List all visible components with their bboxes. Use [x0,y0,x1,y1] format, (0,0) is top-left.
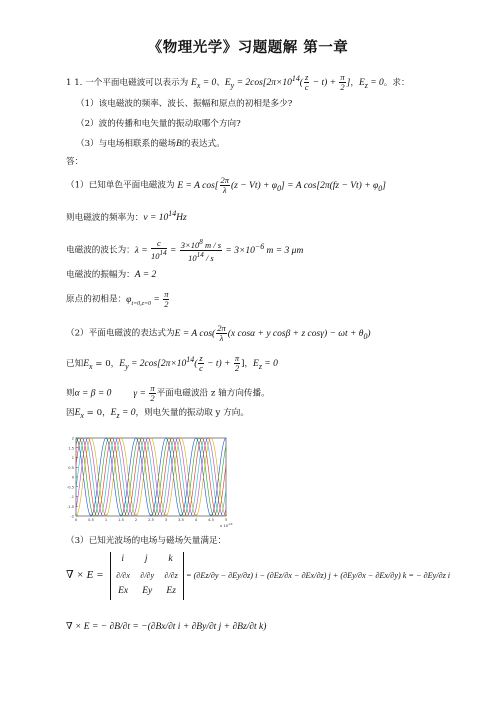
ez-sub: z [258,362,262,372]
d-dx: ∂/∂x [116,571,130,580]
y-tick-label: 2 [71,436,74,441]
s2-eq: E = A cos( [174,328,216,339]
z-over-c [198,354,203,373]
ey-symbol: E [119,359,126,370]
ey-mid: ( [299,78,303,89]
den-unit: / s [203,252,214,263]
x-tick-label: 4.5 [208,518,214,522]
question-1: （1）该电磁波的频率、波长、振幅和原点的初相是多少? [76,99,293,109]
s1-label: （1）已知单色平面电磁波为 [66,180,175,191]
frac-den: λ [219,333,224,343]
phase-label: 原点的初相是： [66,294,127,305]
frac-den: c [304,82,309,93]
solution-1-eq [66,176,386,195]
direction-line [66,384,270,403]
frac-den: 2 [150,393,155,403]
answer-label: 答： [66,157,84,167]
ez-symbol: E [110,408,117,418]
x-tick-label: 0.5 [88,518,94,522]
s1-eq-end: ] [382,180,386,191]
x-tick-label: 5 [224,518,228,522]
then-label: 则 [66,388,75,399]
s2-rest: (x cosα + y cosβ + z cosγ) − ωt + θ [227,328,364,339]
determinant [110,552,184,600]
curl-lhs-text: ∇ × E = [66,569,104,581]
x-tick-label: 1.5 [118,518,124,522]
den-base: 10 [151,251,160,262]
freq-label: 则电磁波的频率为： [66,213,144,224]
s1-eq: E = A cos[ [177,180,219,191]
faraday-law [66,622,266,633]
wl-label: 电磁波的波长为： [66,245,135,256]
q3-text-c: 的表达式。 [181,139,225,149]
x-tick-label: 2 [134,518,138,522]
ey-sub: y [230,81,235,91]
frac-num: π [234,353,240,364]
because-label: 因 [66,408,75,418]
amp-val: A = 2 [134,270,157,280]
b-vector: B [176,139,182,149]
question-3 [76,139,225,150]
freq-exp: 14 [168,209,177,218]
det-row-3 [111,584,183,599]
ez-sub: z [116,410,120,420]
y-tick-label: -2 [70,514,74,519]
phi-sub: 0 [277,183,282,193]
ez-cell: Ez [166,586,176,596]
frac-den: 2 [164,299,169,309]
problem-statement [66,73,410,92]
amp-label: 电磁波的振幅为： [66,270,135,280]
x-tick-label: 1 [104,518,108,522]
ex-symbol: E [191,78,197,89]
d-dy: ∂/∂y [140,571,155,580]
phase-line [66,290,170,310]
y-tick-label: 0 [71,475,74,480]
wl-result: = 3×10 [223,245,255,256]
because-text: ，则电矢量的振动取 y 方向。 [135,408,249,418]
ez-rhs: = 0 [367,78,384,89]
pi-over-2 [149,384,155,403]
ex-rhs: = 0 [200,78,217,89]
den-exp: 14 [196,250,204,259]
y-tick-label: 0.5 [68,465,74,470]
ez-rhs: = 0 [119,408,136,418]
y-tick-label: -0.5 [66,485,74,490]
polarization-line [66,408,249,421]
i-hat: i [121,554,125,564]
num-base: 3×10 [180,239,200,250]
s1-eq2: (z − Vt) + φ [231,180,278,191]
det-row-2 [111,567,183,584]
s2-end: ) [367,328,371,339]
curl-lhs [66,552,104,581]
phi-sub: t=0,z=0 [131,300,152,307]
two-pi-over-lambda [220,176,231,195]
den-base: 10 [188,252,197,263]
frac-den [151,249,167,261]
solution-3-label: （3）已知光波场的电场与磁场矢量满足： [66,536,227,546]
frac-num [180,238,222,251]
ey-sub: y [125,362,129,372]
ex-cell: Ex [118,586,129,596]
q3-text-a: （3）与电场相联系的磁场 [76,139,176,149]
ask: 。求： [383,78,410,89]
amplitude-line [66,270,156,281]
num-unit: m / s [202,239,222,250]
frac-num: z [304,72,309,83]
question-2: （2）波的传播和电矢量的振动取哪个方向? [76,119,241,129]
wl-result-exp: −6 [254,241,265,251]
ey-exp: 14 [291,74,300,83]
pi-over-2 [339,73,345,92]
ex-rhs: = 0， [83,408,111,418]
ey-tail: − t) + [310,78,339,89]
sep: 、 [216,78,225,89]
wave-chart [62,434,232,530]
equals: = [151,294,163,305]
c-over-freq [151,239,167,261]
x-tick-label: 3 [164,518,168,522]
problem-intro: 1 1. 一个平面电磁波可以表示为 [66,78,189,89]
sep: ， [350,78,359,89]
ey-exp: 14 [186,355,195,364]
freq-val: ν = 10 [143,213,169,224]
ez-sub: z [364,81,368,91]
d-dz: ∂/∂z [164,571,178,580]
z-over-c [304,73,309,92]
k-hat: k [168,554,173,564]
frac-num: 2π [220,175,230,185]
ex-rhs: = 0， [92,359,120,370]
ez-symbol: E [358,78,365,89]
alpha-beta: α = β = 0 [74,388,112,399]
ez-rhs: = 0 [261,359,278,370]
curl-rhs [186,570,450,581]
y-tick-label: -1.5 [66,504,74,509]
phi-symbol: φ [126,294,132,305]
y-tick-label: 1.5 [68,446,74,451]
ey-cell: Ey [142,586,153,596]
x-tick-label: 2.5 [148,518,154,522]
ex-symbol: E [74,408,81,418]
x-tick-label: 0 [74,518,78,522]
ey-end: ] [346,78,351,89]
frac-den: λ [222,185,227,195]
s1-eq3: ] = A cos[2π(fz − Vt) + φ [281,180,379,191]
equals: = [167,245,179,256]
ey-rhs: = 2cos[2π×10 [234,78,292,89]
frac-den: 2 [340,82,345,93]
y-tick-label: 1 [71,456,74,460]
two-pi-over-lambda [216,324,227,343]
pi-over-2 [234,354,240,373]
ez-symbol: E [253,359,259,370]
numeric-fraction [180,238,222,263]
frac-den [180,251,222,263]
frac-num: 2π [217,323,226,333]
x-tick-label: 3.5 [178,518,184,522]
solution-2-eq [66,324,371,343]
chart-root [67,437,233,529]
known-line [66,354,278,373]
ex-sub: x [196,81,201,91]
ey-tail: − t) + [204,359,233,370]
x-tick-label: 4 [194,518,198,522]
den-exp: 14 [159,249,167,258]
ex-sub: x [89,362,93,372]
curl-rhs-text: = (∂Ez/∂y − ∂Ey/∂z) i − (∂Ez/∂x − ∂Ex/∂z) j + (∂Ey/∂x − ∂Ex/∂y) k = − ∂Ey/∂z i [186,571,451,580]
page-title: 《物理光学》习题题解 第一章 [147,40,349,56]
wl-lambda: λ = [134,245,151,256]
frac-num: π [150,383,155,393]
frac-num: c [151,239,167,249]
gamma: γ = [133,388,149,399]
then-text: 平面电磁波沿 z 轴方向传播。 [156,388,270,399]
x-scale-exp: -14 [228,522,233,526]
freq-unit: Hz [176,213,187,224]
ey-symbol: E [224,78,231,89]
known-label: 已知 [66,359,84,370]
ex-sub: x [80,410,84,420]
frac-den: 2 [234,363,240,374]
j-hat: j [144,554,148,564]
wavelength-line [66,238,303,263]
x-scale-note: x 10 [220,523,229,528]
frac-num: z [199,353,203,364]
ey-end: ]， [241,359,254,370]
s2-label: （2）平面电磁波的表达式为 [66,328,175,339]
det-row-1 [111,552,183,567]
faraday-text: ∇ × E = − ∂B/∂t = −(∂Bx/∂t i + ∂By/∂t j + ∂Bz/∂t k) [66,622,267,632]
wl-result-unit: m = 3 μm [264,245,304,256]
theta-sub: 0 [363,331,368,341]
frequency-line [66,208,187,224]
phi-sub: 0 [378,183,383,193]
ey-mid: ( [194,359,198,370]
frac-den: c [199,363,203,374]
num-exp: 8 [199,238,203,246]
y-tick-label: -1 [70,495,74,499]
frac-num: π [164,289,169,299]
frac-num: π [340,72,345,83]
ex-symbol: E [83,359,90,370]
pi-over-2 [163,290,169,309]
ey-rhs: = 2cos[2π×10 [128,359,187,370]
